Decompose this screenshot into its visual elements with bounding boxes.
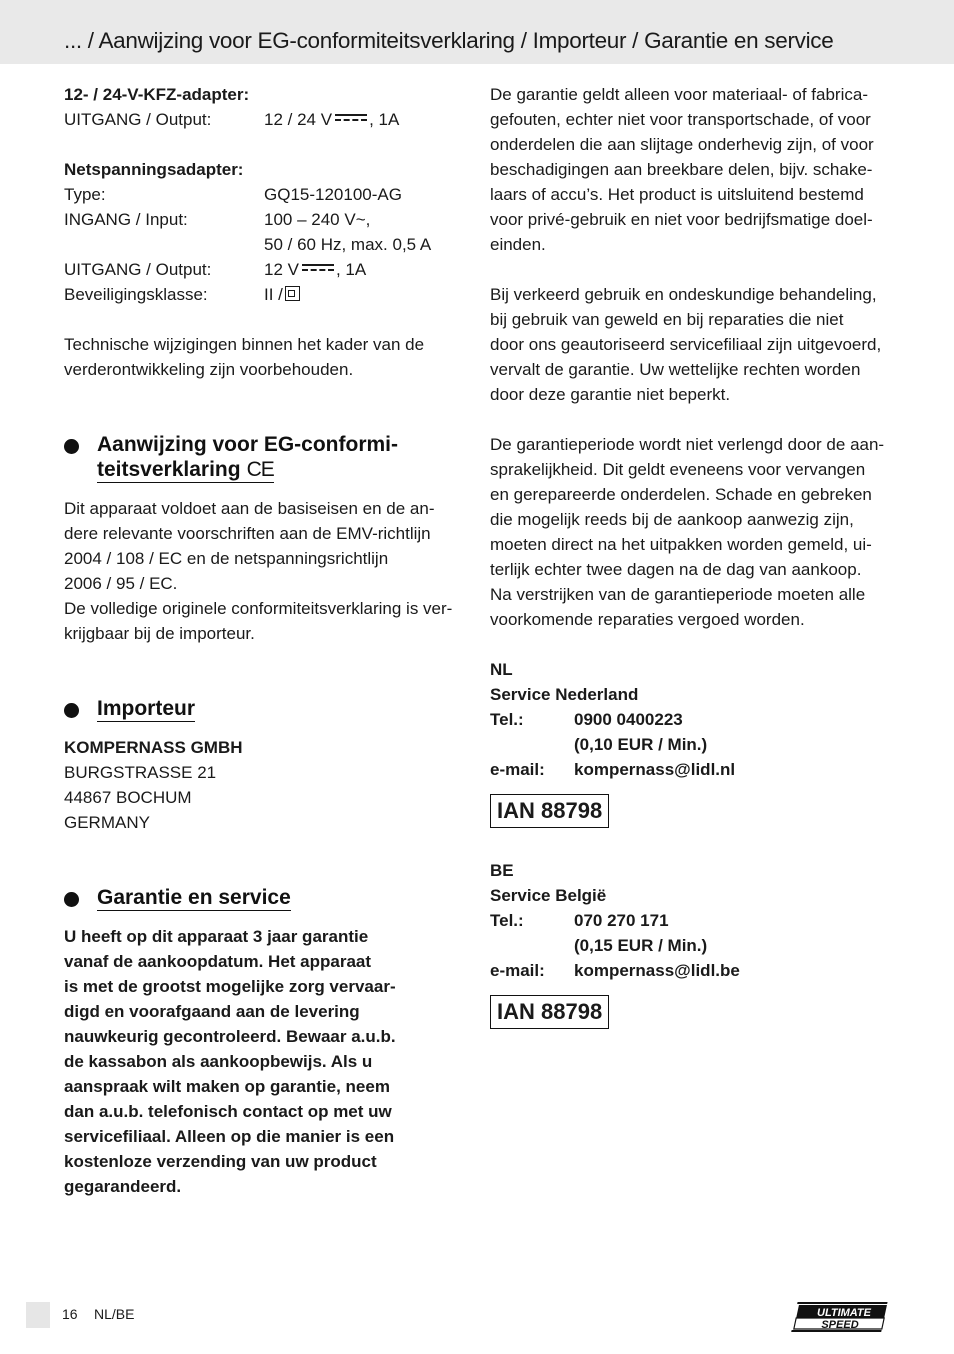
text-line: De garantieperiode wordt niet verlengd door de aan- — [490, 435, 885, 454]
kfz-adapter-title: 12- / 24-V-KFZ-adapter: — [64, 85, 250, 104]
tel-number: 0900 0400223 — [574, 710, 683, 729]
email-label: e-mail: — [490, 760, 545, 779]
text-line: nauwkeurig gecontroleerd. Bewaar a.u.b. — [64, 1027, 396, 1046]
spec-value-text: 12 V — [264, 260, 299, 279]
text-line: sprakelijkheid. Dit geldt eveneens voor vervangen — [490, 460, 866, 479]
logo-line: ULTIMATE — [817, 1307, 871, 1319]
service-name: Service Nederland — [490, 685, 639, 704]
service-rate-row — [490, 732, 890, 757]
text-line: verderontwikkeling zijn voorbehouden. — [64, 360, 354, 379]
tech-note — [64, 332, 464, 382]
service-rate-row — [490, 933, 890, 958]
bullet-icon — [64, 892, 79, 907]
address-line: 44867 BOCHUM — [64, 788, 192, 807]
spec-label: UITGANG / Output: — [64, 110, 212, 129]
text-line: gefouten, echter niet voor transportschade, of voor — [490, 110, 871, 129]
warranty-terms-para-2 — [490, 282, 890, 407]
text-line: dan a.u.b. telefonisch contact op met uw — [64, 1102, 392, 1121]
text-line: U heeft op dit apparaat 3 jaar garantie — [64, 927, 369, 946]
spec-value-text: 12 / 24 V — [264, 110, 333, 129]
address-line: GERMANY — [64, 813, 150, 832]
tel-label: Tel.: — [490, 911, 524, 930]
right-column — [490, 82, 890, 1029]
text-line: kostenloze verzending van uw product — [64, 1152, 377, 1171]
net-class-row — [64, 282, 464, 307]
tel-label: Tel.: — [490, 710, 524, 729]
page-title: ... / Aanwijzing voor EG-conformiteitsverklaring / Importeur / Garantie en service — [64, 28, 834, 53]
ian-box: IAN 88798 — [490, 995, 609, 1029]
spec-label: Type: — [64, 185, 106, 204]
text-line: door ons geautoriseerd servicefiliaal zijn uitgevoerd, — [490, 335, 882, 354]
ce-mark-icon: CE — [246, 458, 274, 481]
tel-rate: (0,10 EUR / Min.) — [574, 735, 708, 754]
text-line: gegarandeerd. — [64, 1177, 182, 1196]
text-line: laars of accu’s. Het product is uitsluitend bestemd — [490, 185, 864, 204]
spec-value-text: II / — [264, 285, 283, 304]
warranty-terms-para-1 — [490, 82, 890, 257]
text-line: Bij verkeerd gebruik en ondeskundige behandeling, — [490, 285, 877, 304]
text-line: vanaf de aankoopdatum. Het apparaat — [64, 952, 372, 971]
heading-line: Importeur — [97, 697, 196, 720]
text-line: 2004 / 108 / EC en de netspanningsrichtlijn — [64, 549, 389, 568]
tel-rate: (0,15 EUR / Min.) — [574, 936, 708, 955]
logo-line: SPEED — [821, 1319, 859, 1331]
text-line: Technische wijzigingen binnen het kader van de — [64, 335, 425, 354]
net-input-row-2 — [64, 232, 464, 257]
net-input-row — [64, 207, 464, 232]
email-label: e-mail: — [490, 961, 545, 980]
spec-value — [264, 282, 464, 307]
warranty-body — [64, 924, 464, 1199]
net-adapter-title: Netspanningsadapter: — [64, 160, 244, 179]
text-line: vervalt de garantie. Uw wettelijke rechten worden — [490, 360, 861, 379]
service-be — [490, 858, 890, 1029]
net-output-row — [64, 257, 464, 282]
net-type-row — [64, 182, 464, 207]
company-name: KOMPERNASS GMBH — [64, 738, 243, 757]
text-line: is met de grootst mogelijke zorg vervaar- — [64, 977, 396, 996]
tel-number: 070 270 171 — [574, 911, 669, 930]
ian-box: IAN 88798 — [490, 794, 609, 828]
heading-line: teitsverklaring — [97, 458, 241, 481]
service-tel-row — [490, 908, 890, 933]
bullet-icon — [64, 439, 79, 454]
text-line: beschadigingen aan breekbare delen, bijv. schake- — [490, 160, 873, 179]
address-line: BURGSTRASSE 21 — [64, 763, 217, 782]
eg-body — [64, 496, 464, 646]
heading-line: Garantie en service — [97, 886, 291, 909]
footer-marker — [26, 1302, 50, 1328]
text-line: De garantie geldt alleen voor materiaal- of fabrica- — [490, 85, 868, 104]
spec-value — [264, 257, 464, 282]
spec-value-text: , 1A — [335, 260, 367, 279]
text-line: krijgbaar bij de importeur. — [64, 624, 255, 643]
spec-value: GQ15-120100-AG — [264, 185, 402, 204]
text-line: Dit apparaat voldoet aan de basiseisen en de an- — [64, 499, 435, 518]
spec-value — [264, 107, 464, 132]
text-line: terlijk echter twee dagen na de dag van aankoop. — [490, 560, 862, 579]
dc-symbol-icon — [335, 114, 367, 124]
service-email-row — [490, 958, 890, 983]
page-number: 16 — [62, 1306, 78, 1322]
text-line: voorkomende reparaties vergoed worden. — [490, 610, 805, 629]
spec-label: Beveiligingsklasse: — [64, 285, 208, 304]
text-line: De volledige originele conformiteitsverklaring is ver- — [64, 599, 453, 618]
spec-label: UITGANG / Output: — [64, 260, 212, 279]
service-name: Service België — [490, 886, 607, 905]
spec-value: 50 / 60 Hz, max. 0,5 A — [264, 235, 432, 254]
warranty-terms-para-3 — [490, 432, 890, 632]
dc-symbol-icon — [302, 264, 334, 274]
text-line: 2006 / 95 / EC. — [64, 574, 178, 593]
spec-value-text: , 1A — [369, 110, 400, 129]
text-line: die mogelijk reeds bij de aankoop aanwezig zijn, — [490, 510, 854, 529]
text-line: digd en voorafgaand aan de levering — [64, 1002, 360, 1021]
text-line: servicefiliaal. Alleen op die manier is een — [64, 1127, 395, 1146]
importer-address — [64, 735, 464, 835]
service-nl — [490, 657, 890, 828]
service-tel-row — [490, 707, 890, 732]
kfz-output-row — [64, 107, 464, 132]
footer-language: NL/BE — [94, 1306, 135, 1322]
text-line: aanspraak wilt maken op garantie, neem — [64, 1077, 390, 1096]
spec-label: INGANG / Input: — [64, 210, 188, 229]
text-line: voor privé-gebruik en niet voor bedrijfsmatige doel- — [490, 210, 873, 229]
text-line: door deze garantie niet beperkt. — [490, 385, 731, 404]
spec-value: 100 – 240 V~, — [264, 210, 371, 229]
text-line: Na verstrijken van de garantieperiode moeten alle — [490, 585, 866, 604]
protection-class-ii-icon — [285, 286, 300, 301]
heading-line: Aanwijzing voor EG-conformi- — [97, 433, 399, 456]
text-line: moeten direct na het uitpakken worden gemeld, ui- — [490, 535, 872, 554]
text-line: de kassabon als aankoopbewijs. Als u — [64, 1052, 373, 1071]
eg-heading — [64, 432, 464, 482]
service-country: BE — [490, 861, 514, 880]
ultimate-speed-logo-icon — [790, 1300, 892, 1334]
bullet-icon — [64, 703, 79, 718]
email-address: kompernass@lidl.be — [574, 961, 740, 980]
text-line: einden. — [490, 235, 546, 254]
text-line: onderdelen die aan slijtage onderhevig zijn, of voor — [490, 135, 874, 154]
text-line: dere relevante voorschriften aan de EMV-richtlijn — [64, 524, 431, 543]
importer-heading — [64, 696, 464, 721]
left-column — [64, 82, 464, 1199]
text-line: bij gebruik van geweld en bij reparaties die niet — [490, 310, 844, 329]
email-address: kompernass@lidl.nl — [574, 760, 736, 779]
service-email-row — [490, 757, 890, 782]
warranty-heading — [64, 885, 464, 910]
text-line: en gerepareerde onderdelen. Schade en gebreken — [490, 485, 872, 504]
service-country: NL — [490, 660, 513, 679]
